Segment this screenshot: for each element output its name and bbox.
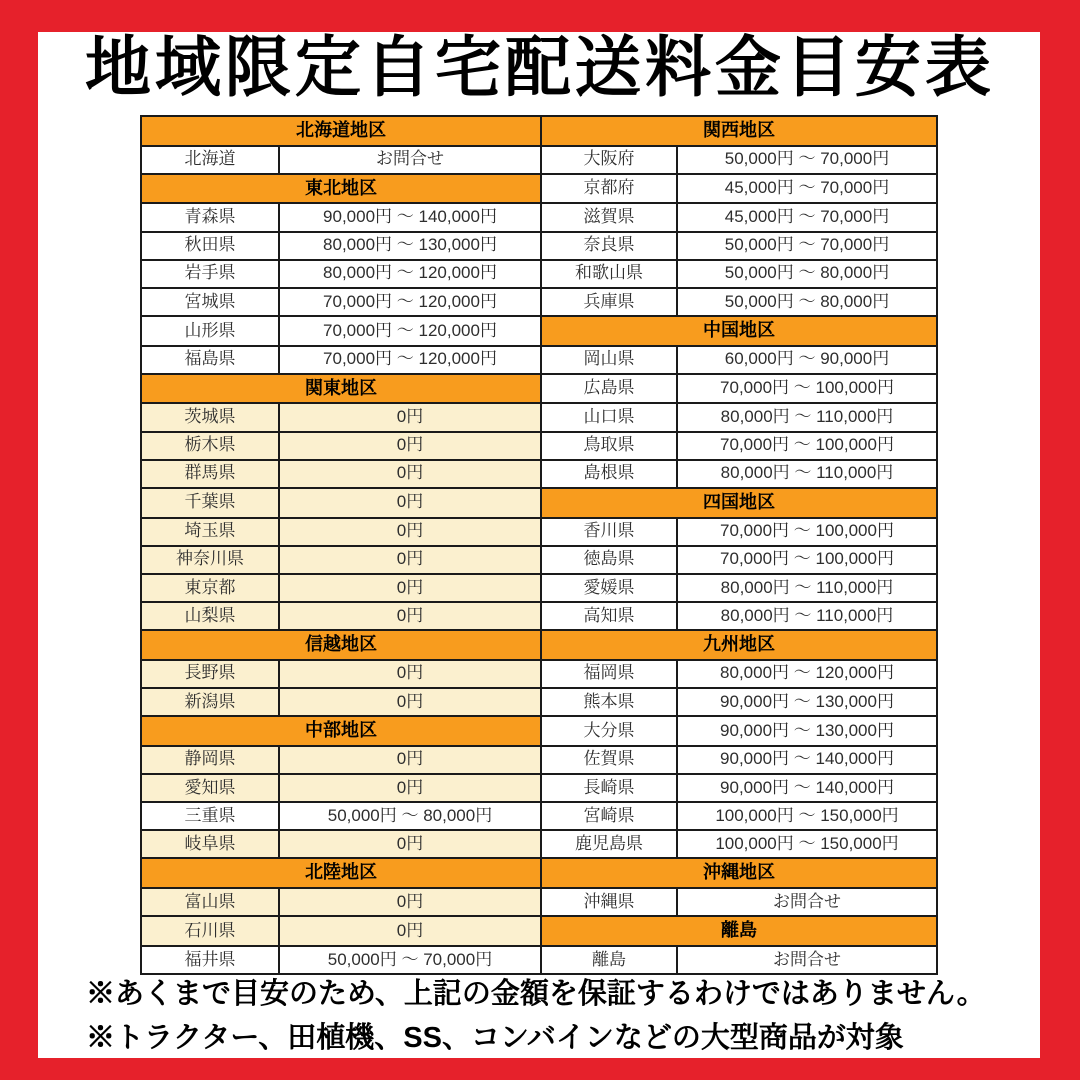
prefecture-cell: 青森県 — [141, 203, 279, 231]
price-cell: 100,000円 ～ 150,000円 — [677, 830, 937, 858]
prefecture-cell: 石川県 — [141, 916, 279, 946]
prefecture-cell: 兵庫県 — [541, 288, 677, 316]
prefecture-cell: 福井県 — [141, 946, 279, 974]
prefecture-cell: 山口県 — [541, 403, 677, 431]
prefecture-cell: 長崎県 — [541, 774, 677, 802]
table-row — [141, 688, 937, 716]
delivery-fee-table — [140, 115, 938, 975]
prefecture-cell: 宮城県 — [141, 288, 279, 316]
price-cell: 90,000円 ～ 140,000円 — [677, 746, 937, 774]
price-cell: 0円 — [279, 774, 541, 802]
prefecture-cell: 京都府 — [541, 174, 677, 204]
price-cell: 80,000円 ～ 120,000円 — [279, 260, 541, 288]
prefecture-cell: 群馬県 — [141, 460, 279, 488]
table-row — [141, 232, 937, 260]
price-cell: 80,000円 ～ 110,000円 — [677, 403, 937, 431]
prefecture-cell: 愛知県 — [141, 774, 279, 802]
poster-title: 地域限定自宅配送料金目安表 — [85, 30, 995, 104]
prefecture-cell: 埼玉県 — [141, 518, 279, 546]
prefecture-cell: 福岡県 — [541, 660, 677, 688]
prefecture-cell: 静岡県 — [141, 746, 279, 774]
prefecture-cell: 鹿児島県 — [541, 830, 677, 858]
table-row — [141, 746, 937, 774]
table-row — [141, 518, 937, 546]
price-cell: 50,000円 ～ 70,000円 — [677, 146, 937, 174]
price-cell: 50,000円 ～ 70,000円 — [279, 946, 541, 974]
table-row — [141, 858, 937, 888]
region-header-cell: 信越地区 — [141, 630, 541, 660]
prefecture-cell: 島根県 — [541, 460, 677, 488]
note-line-disclaimer: ※あくまで目安のため、上記の金額を保証するわけではありません。 — [86, 978, 986, 1010]
prefecture-cell: 大阪府 — [541, 146, 677, 174]
price-cell: お問合せ — [279, 146, 541, 174]
table-row — [141, 260, 937, 288]
price-cell: 90,000円 ～ 140,000円 — [677, 774, 937, 802]
prefecture-cell: 新潟県 — [141, 688, 279, 716]
prefecture-cell: 長野県 — [141, 660, 279, 688]
table-row — [141, 203, 937, 231]
price-cell: お問合せ — [677, 946, 937, 974]
table-row — [141, 774, 937, 802]
price-cell: 70,000円 ～ 100,000円 — [677, 518, 937, 546]
prefecture-cell: 岡山県 — [541, 346, 677, 374]
prefecture-cell: 山梨県 — [141, 602, 279, 630]
prefecture-cell: 和歌山県 — [541, 260, 677, 288]
price-cell: 0円 — [279, 602, 541, 630]
region-header-cell: 北海道地区 — [141, 116, 541, 146]
table-row — [141, 630, 937, 660]
prefecture-cell: 熊本県 — [541, 688, 677, 716]
price-cell: 50,000円 ～ 80,000円 — [279, 802, 541, 830]
price-cell: 60,000円 ～ 90,000円 — [677, 346, 937, 374]
price-cell: 0円 — [279, 916, 541, 946]
table-row — [141, 146, 937, 174]
prefecture-cell: 千葉県 — [141, 488, 279, 518]
table-row — [141, 602, 937, 630]
table-row — [141, 660, 937, 688]
prefecture-cell: 広島県 — [541, 374, 677, 404]
prefecture-cell: 山形県 — [141, 316, 279, 346]
prefecture-cell: 奈良県 — [541, 232, 677, 260]
footnotes — [86, 976, 1026, 1064]
prefecture-cell: 徳島県 — [541, 546, 677, 574]
price-cell: 70,000円 ～ 100,000円 — [677, 432, 937, 460]
price-cell: 0円 — [279, 432, 541, 460]
prefecture-cell: 沖縄県 — [541, 888, 677, 916]
table-row — [141, 716, 937, 746]
table-row — [141, 488, 937, 518]
prefecture-cell: 三重県 — [141, 802, 279, 830]
prefecture-cell: 秋田県 — [141, 232, 279, 260]
price-cell: お問合せ — [677, 888, 937, 916]
price-cell: 70,000円 ～ 120,000円 — [279, 288, 541, 316]
price-cell: 80,000円 ～ 110,000円 — [677, 460, 937, 488]
price-cell: 50,000円 ～ 70,000円 — [677, 232, 937, 260]
table-row — [141, 403, 937, 431]
table-row — [141, 946, 937, 974]
prefecture-cell: 香川県 — [541, 518, 677, 546]
price-cell: 0円 — [279, 830, 541, 858]
price-cell: 0円 — [279, 403, 541, 431]
prefecture-cell: 岩手県 — [141, 260, 279, 288]
price-cell: 0円 — [279, 518, 541, 546]
price-cell: 0円 — [279, 460, 541, 488]
price-cell: 0円 — [279, 746, 541, 774]
price-cell: 45,000円 ～ 70,000円 — [677, 203, 937, 231]
table-row — [141, 802, 937, 830]
region-header-cell: 東北地区 — [141, 174, 541, 204]
region-header-cell: 四国地区 — [541, 488, 937, 518]
price-cell: 0円 — [279, 574, 541, 602]
price-cell: 70,000円 ～ 120,000円 — [279, 316, 541, 346]
prefecture-cell: 佐賀県 — [541, 746, 677, 774]
prefecture-cell: 岐阜県 — [141, 830, 279, 858]
prefecture-cell: 離島 — [541, 946, 677, 974]
price-cell: 90,000円 ～ 140,000円 — [279, 203, 541, 231]
price-cell: 70,000円 ～ 120,000円 — [279, 346, 541, 374]
price-cell: 70,000円 ～ 100,000円 — [677, 546, 937, 574]
table-row — [141, 916, 937, 946]
table-row — [141, 374, 937, 404]
prefecture-cell: 宮崎県 — [541, 802, 677, 830]
price-cell: 80,000円 ～ 110,000円 — [677, 574, 937, 602]
region-header-cell: 中部地区 — [141, 716, 541, 746]
prefecture-cell: 神奈川県 — [141, 546, 279, 574]
price-cell: 70,000円 ～ 100,000円 — [677, 374, 937, 404]
price-cell: 0円 — [279, 660, 541, 688]
table-row — [141, 460, 937, 488]
price-cell: 90,000円 ～ 130,000円 — [677, 688, 937, 716]
table-row — [141, 432, 937, 460]
price-cell: 80,000円 ～ 120,000円 — [677, 660, 937, 688]
prefecture-cell: 福島県 — [141, 346, 279, 374]
prefecture-cell: 鳥取県 — [541, 432, 677, 460]
table-row — [141, 174, 937, 204]
price-cell: 90,000円 ～ 130,000円 — [677, 716, 937, 746]
note-line-target-products: ※トラクター、田植機、SS、コンバインなどの大型商品が対象 — [86, 1022, 904, 1055]
price-cell: 45,000円 ～ 70,000円 — [677, 174, 937, 204]
prefecture-cell: 茨城県 — [141, 403, 279, 431]
price-cell: 50,000円 ～ 80,000円 — [677, 260, 937, 288]
prefecture-cell: 愛媛県 — [541, 574, 677, 602]
region-header-cell: 関西地区 — [541, 116, 937, 146]
price-cell: 80,000円 ～ 110,000円 — [677, 602, 937, 630]
table-row — [141, 288, 937, 316]
table-row — [141, 574, 937, 602]
table-row — [141, 888, 937, 916]
table-row — [141, 830, 937, 858]
region-header-cell: 沖縄地区 — [541, 858, 937, 888]
region-header-cell: 九州地区 — [541, 630, 937, 660]
prefecture-cell: 大分県 — [541, 716, 677, 746]
prefecture-cell: 富山県 — [141, 888, 279, 916]
prefecture-cell: 北海道 — [141, 146, 279, 174]
price-cell: 80,000円 ～ 130,000円 — [279, 232, 541, 260]
table-row — [141, 316, 937, 346]
price-cell: 0円 — [279, 888, 541, 916]
table-row — [141, 346, 937, 374]
region-header-cell: 関東地区 — [141, 374, 541, 404]
table-row — [141, 546, 937, 574]
region-header-cell: 北陸地区 — [141, 858, 541, 888]
region-header-cell: 離島 — [541, 916, 937, 946]
prefecture-cell: 滋賀県 — [541, 203, 677, 231]
prefecture-cell: 高知県 — [541, 602, 677, 630]
price-cell: 100,000円 ～ 150,000円 — [677, 802, 937, 830]
price-cell: 0円 — [279, 546, 541, 574]
price-cell: 0円 — [279, 688, 541, 716]
prefecture-cell: 東京都 — [141, 574, 279, 602]
prefecture-cell: 栃木県 — [141, 432, 279, 460]
region-header-cell: 中国地区 — [541, 316, 937, 346]
price-cell: 0円 — [279, 488, 541, 518]
table-row — [141, 116, 937, 146]
price-cell: 50,000円 ～ 80,000円 — [677, 288, 937, 316]
